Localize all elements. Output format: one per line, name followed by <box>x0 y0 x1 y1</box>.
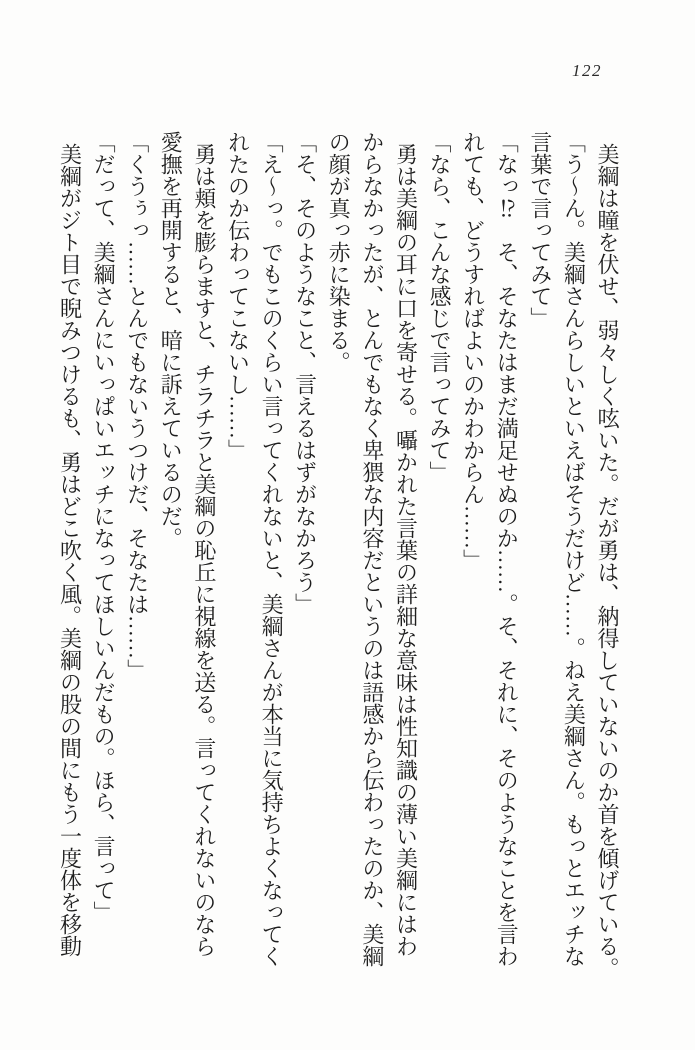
text-line: 「え〜っ。でもこのくらい言ってくれないと、美綱さんが本当に気持ちよくなってく <box>259 131 285 967</box>
text-line: れたのか伝わってこないし……」 <box>225 131 251 461</box>
page-number: 122 <box>572 61 602 80</box>
text-line: れても、どうすればよいのかわからん……」 <box>460 131 486 571</box>
body-text <box>53 131 624 980</box>
text-line: 「だって、美綱さんにいっぱいエッチになってほしいんだもの。ほら、言って」 <box>91 131 117 923</box>
text-line: 美綱がジト目で睨みつけるも、勇はどこ吹く風。美綱の股の間にもう一度体を移動 <box>57 143 83 958</box>
text-line: 勇は頬を膨らますと、チラチラと美綱の恥丘に視線を送る。言ってくれないのなら <box>191 143 217 958</box>
text-line: からなかったが、とんでもなく卑猥な内容だというのは語感から伝わったのか、美綱 <box>359 131 385 967</box>
text-line: 愛撫を再開すると、暗に訴えているのだ。 <box>158 131 184 549</box>
text-line: 勇は美綱の耳に口を寄せる。囁かれた言葉の詳細な意味は性知識の薄い美綱にはわ <box>393 143 419 958</box>
text-line: 「う〜ん。美綱さんらしいといえばそうだけど……。ねえ美綱さん。もっとエッチな <box>561 131 587 967</box>
text-line: 「くうぅっ……とんでもないうつけだ、そなたは……」 <box>124 131 150 681</box>
text-line: 言葉で言ってみて」 <box>527 131 553 329</box>
text-line: 「なっ⁉ そ、そなたはまだ満足せぬのか……。そ、それに、そのようなことを言わ <box>494 131 520 967</box>
text-line: 「そ、そのようなこと、言えるはずがなかろう」 <box>292 131 318 615</box>
text-line: 美綱は瞳を伏せ、弱々しく呟いた。だが勇は、納得していないのか首を傾げている。 <box>595 143 620 980</box>
text-line: の顔が真っ赤に染まる。 <box>326 131 352 373</box>
text-line: 「なら、こんな感じで言ってみて」 <box>427 131 453 483</box>
